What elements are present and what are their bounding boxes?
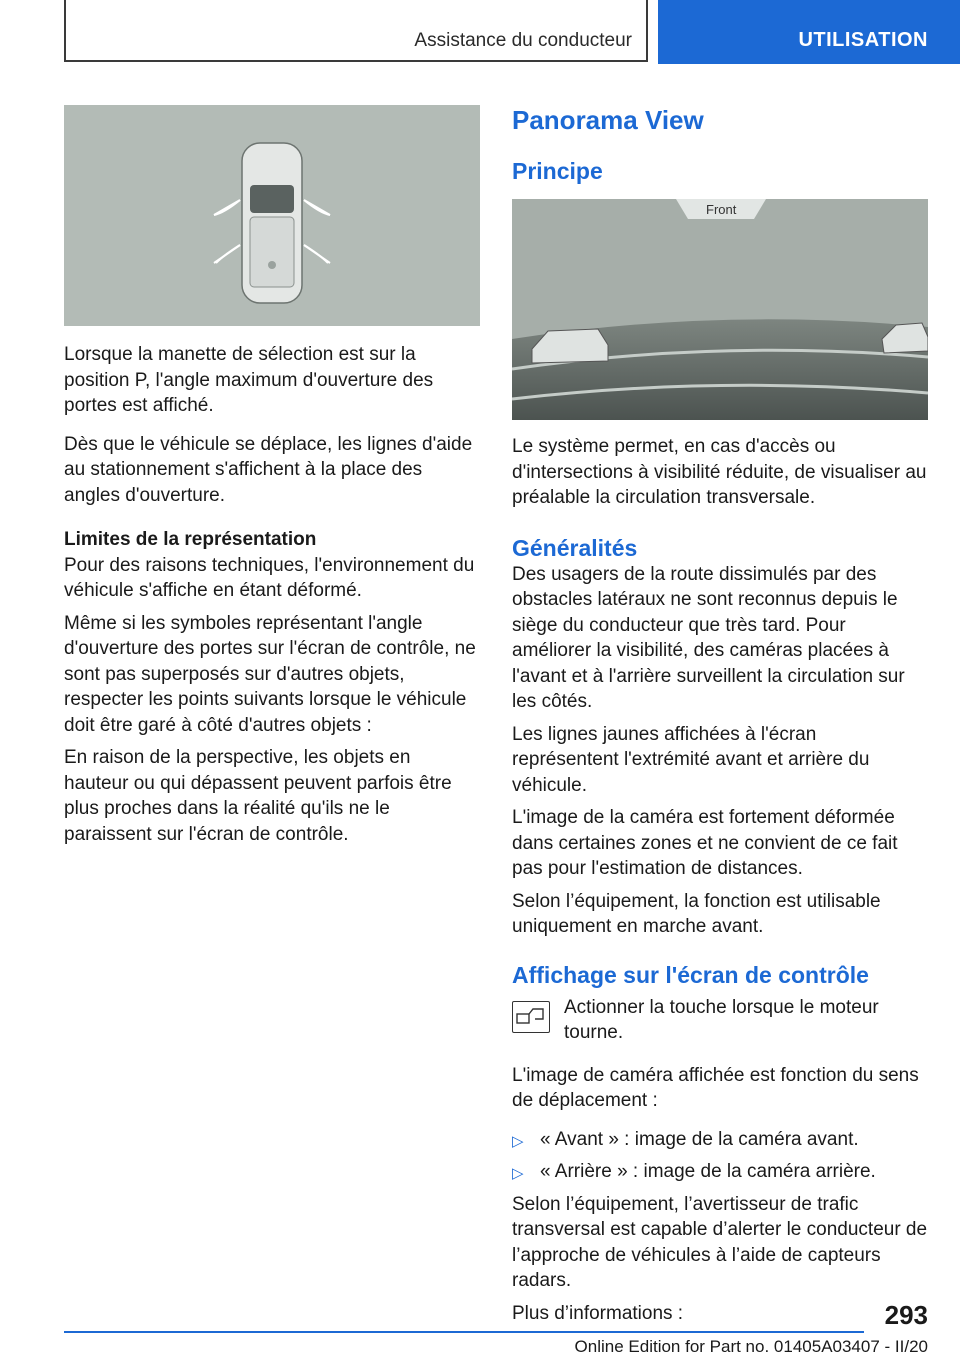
door-angle-figure (64, 105, 480, 326)
subsection-heading: Généralités (512, 534, 638, 561)
paragraph: Dès que le véhicule se déplace, les lignes d'aide au stationnement s'affichent à la place des angles d'ouverture. (64, 433, 473, 506)
panorama-figure (512, 199, 928, 420)
button-instruction (512, 995, 928, 1053)
subheading: Limites de la représentation (64, 529, 317, 550)
paragraph: Actionner la touche lorsque le moteur tourne. (564, 996, 879, 1043)
paragraph: Les lignes jaunes affichées à l'écran représentent l'extrémité avant et arrière du véhicule. (512, 723, 870, 796)
paragraph: Des usagers de la route dissimulés par des obstacles latéraux ne sont reconnus depuis le siège du conducteur que très tard. Pour améliorer la visibilité, des caméras placées à l'avant et à l'arrière surveillent la circulation sur les côtés. (512, 563, 905, 712)
paragraph: L'image de caméra affichée est fonction du sens de déplacement : (512, 1064, 919, 1111)
list-item: ▷ « Avant » : image de la caméra avant. (512, 1127, 928, 1153)
camera-list (512, 1127, 928, 1185)
paragraph: Le système permet, en cas d'accès ou d'intersections à visibilité réduite, de visualiser au préalable la circulation transversale. (512, 436, 927, 508)
paragraph: L'image de la caméra est fortement déformée dans certaines zones et ne convient de ce fait pas pour l'estimation de distances. (512, 807, 898, 879)
header-frame (64, 0, 648, 62)
paragraph: Selon l’équipement, l’avertisseur de trafic transversal est capable d’alerter le conducteur de l’approche de véhicules à l’aide de capteurs radars. (512, 1193, 928, 1291)
panorama-camera-image (512, 199, 928, 420)
subsection-heading: Affichage sur l'écran de contrôle (512, 961, 869, 988)
section-heading: Panorama View (512, 105, 704, 135)
left-column (64, 105, 480, 854)
paragraph: En raison de la perspective, les objets en hauteur ou qui dépassent peuvent parfois être plus proches dans la réalité qu'ils ne le paraissent sur l'écran de contrôle. (64, 747, 452, 845)
paragraph: Pour des raisons techniques, l'environnement du véhicule s'affiche en étant déformé. (64, 554, 475, 601)
paragraph: Même si les symboles représentant l'angle d'ouverture des portes sur l'écran de contrôle, ne sont pas superposés sur d'autres objets, respecter les points suivants lorsque le véhicule doit être garé à côté d'autres objets : (64, 612, 476, 736)
chapter-tab[interactable] (658, 0, 960, 64)
right-column (512, 105, 928, 1333)
footer-divider (64, 1331, 864, 1333)
car-top-view-icon (64, 105, 480, 326)
front-label: Front (706, 202, 737, 217)
list-item: ▷ « Arrière » : image de la caméra arrière. (512, 1159, 928, 1185)
edition-note: Online Edition for Part no. 01405A03407 - II/20 (574, 1337, 928, 1356)
panorama-button-icon (512, 1001, 550, 1033)
triangle-bullet-icon: ▷ (512, 1132, 524, 1150)
subsection-heading: Principe (512, 158, 603, 184)
triangle-bullet-icon: ▷ (512, 1165, 524, 1182)
page-number: 293 (884, 1300, 928, 1330)
section-title: Assistance du conducteur (414, 30, 632, 51)
paragraph: Selon l’équipement, la fonction est utilisable uniquement en marche avant. (512, 890, 881, 937)
paragraph: Lorsque la manette de sélection est sur la position P, l'angle maximum d'ouverture des portes est affiché. (64, 344, 434, 416)
paragraph: Plus d’informations : (512, 1302, 684, 1324)
chapter-tab-label: UTILISATION (798, 29, 928, 51)
